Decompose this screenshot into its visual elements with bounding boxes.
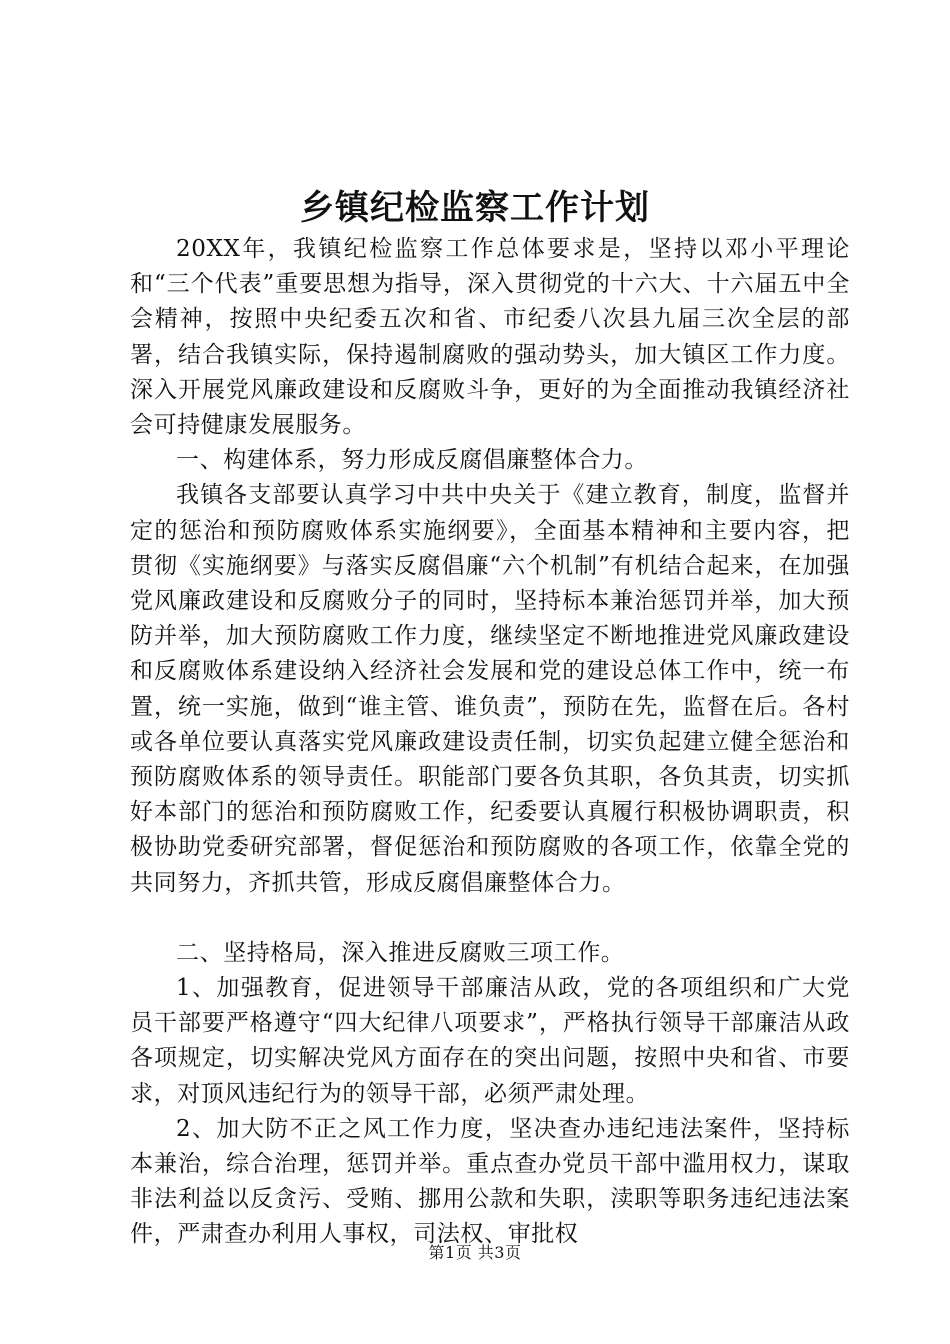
section-heading-2: 二、坚持格局，深入推进反腐败三项工作。 — [176, 939, 625, 966]
page-footer: 第1页 共3页 — [428, 1243, 522, 1262]
document-title: 乡镇纪检监察工作计划 — [300, 188, 650, 228]
paragraph-item-2: 2、加大防不正之风工作力度，坚决查办违纪违法案件，坚持标本兼治，综合治理，惩罚并举。重点查办党员干部中滥用权力，谋取非法利益以反贪污、受贿、挪用公款和失职，渎职等职务违纪违法案件，严肃查办利用人事权，司法权、审批权 — [130, 1115, 850, 1248]
paragraph-section-1: 我镇各支部要认真学习中共中央关于《建立教育，制度，监督并定的惩治和预防腐败体系实施纲要》，全面基本精神和主要内容，把贯彻《实施纲要》与落实反腐倡廉“六个机制”有机结合起来，在加强党风廉政建设和反腐败分子的同时，坚持标本兼治惩罚并举，加大预防并举，加大预防腐败工作力度，继续坚定不断地推进党风廉政建设和反腐败体系建设纳入经济社会发展和党的建设总体工作中，统一布置，统一实施，做到“谁主管、谁负责”，预防在先，监督在后。各村或各单位要认真落实党风廉政建设责任制，切实负起建立健全惩治和预防腐败体系的领导责任。职能部门要各负其职，各负其责，切实抓好本部门的惩治和预防腐败工作，纪委要认真履行积极协调职责，积极协助党委研究部署，督促惩治和预防腐败的各项工作，依靠全党的共同努力，齐抓共管，形成反腐倡廉整体合力。 — [130, 482, 850, 896]
paragraph-intro: 20XX年，我镇纪检监察工作总体要求是，坚持以邓小平理论和“三个代表”重要思想为指导，深入贯彻党的十六大、十六届五中全会精神，按照中央纪委五次和省、市纪委八次县九届三次全层的部署，结合我镇实际，保持遏制腐败的强动势头，加大镇区工作力度。深入开展党风廉政建设和反腐败斗争，更好的为全面推动我镇经济社会可持健康发展服务。 — [130, 236, 850, 439]
document-body — [130, 232, 850, 1253]
section-heading-1: 一、构建体系，努力形成反腐倡廉整体合力。 — [176, 447, 648, 474]
paragraph-item-1: 1、加强教育，促进领导干部廉洁从政，党的各项组织和广大党员干部要严格遵守“四大纪律八项要求”，严格执行领导干部廉洁从政各项规定，切实解决党风方面存在的突出问题，按照中央和省、市要求，对顶风违纪行为的领导干部，必须严肃处理。 — [130, 975, 850, 1107]
